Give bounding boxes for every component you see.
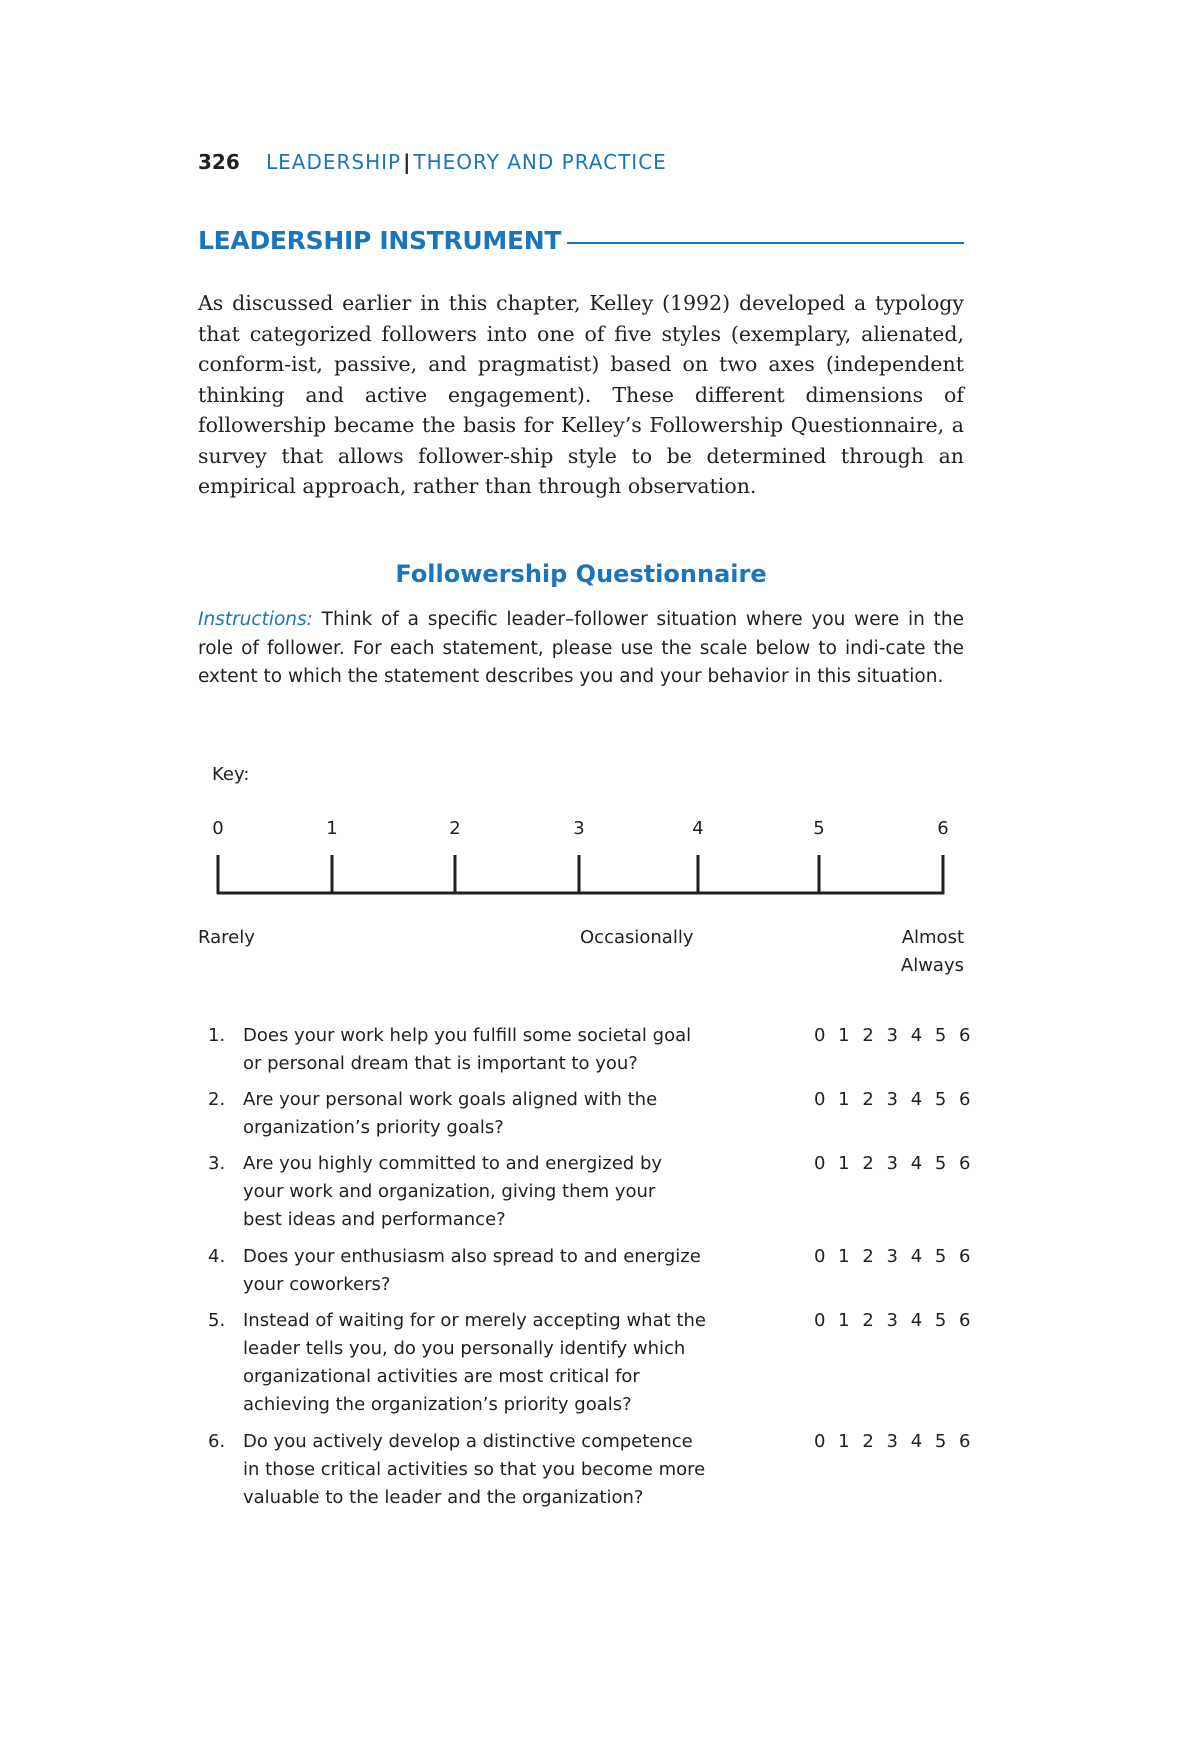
scale-number-1: 1: [326, 818, 338, 839]
instructions-label: Instructions:: [198, 609, 313, 630]
section-heading: [198, 226, 964, 255]
question-text: Instead of waiting for or merely accepting what the leader tells you, do you personally identify which organizational activities are most critical for achieving the organization’s priority goals?: [243, 1310, 706, 1415]
scale-anchor-always: Always: [900, 955, 964, 976]
rating-scale: 0 1 2 3 4 5 6: [814, 1310, 972, 1331]
instructions-text: Think of a specific leader–follower situation where you were in the role of follower. For each statement, please use the scale below to indi-cate the extent to which the statement describes you and your behavior in this situation.: [198, 609, 964, 687]
scale-number-0: 0: [212, 818, 224, 839]
scale-number-2: 2: [449, 818, 461, 839]
question-text: Do you actively develop a distinctive competence in those critical activities so that you become more valuable to the leader and the organization?: [243, 1431, 706, 1508]
section-heading-text: LEADERSHIP INSTRUMENT: [198, 226, 562, 255]
scale-number-5: 5: [813, 818, 825, 839]
question-text: Are you highly committed to and energized by your work and organization, giving them your best ideas and performance?: [243, 1153, 663, 1230]
running-title-left: LEADERSHIP: [266, 150, 402, 174]
question-number: 2.: [208, 1089, 226, 1110]
scale-number-6: 6: [937, 818, 949, 839]
question-number: 4.: [208, 1246, 226, 1267]
scale-number-3: 3: [573, 818, 585, 839]
rating-scale: 0 1 2 3 4 5 6: [814, 1431, 972, 1452]
rating-scale: 0 1 2 3 4 5 6: [814, 1089, 972, 1110]
running-title-right: THEORY AND PRACTICE: [413, 150, 667, 174]
key-label: Key:: [212, 764, 250, 785]
rating-scale: 0 1 2 3 4 5 6: [814, 1153, 972, 1174]
running-title-separator: |: [403, 150, 412, 174]
running-title: [266, 150, 667, 174]
section-heading-rule: [567, 242, 964, 244]
rating-scale: 0 1 2 3 4 5 6: [814, 1246, 972, 1267]
scale-anchor-rarely: Rarely: [198, 927, 255, 948]
question-number: 1.: [208, 1025, 226, 1046]
questionnaire-title: Followership Questionnaire: [395, 560, 767, 588]
question-number: 5.: [208, 1310, 226, 1331]
scale-anchor-almost: Almost: [901, 927, 964, 948]
instructions: [198, 606, 964, 692]
question-text: Does your work help you fulfill some societal goal or personal dream that is important to you?: [243, 1025, 692, 1074]
question-number: 6.: [208, 1431, 226, 1452]
scale-ruler: [210, 850, 950, 900]
question-number: 3.: [208, 1153, 226, 1174]
scale-number-4: 4: [692, 818, 704, 839]
intro-paragraph: As discussed earlier in this chapter, Kelley (1992) developed a typology that categorized followers into one of five styles (exemplary, alienated, conform-ist, passive, and pragmatist) based on two axes (independent thinking and active engagement). These different dimensions of followership became the basis for Kelley’s Followership Questionnaire, a survey that allows follower-ship style to be determined through an empirical approach, rather than through observation.: [198, 291, 964, 498]
page-number: 326: [198, 150, 240, 174]
question-text: Are your personal work goals aligned with the organization’s priority goals?: [243, 1089, 658, 1138]
question-text: Does your enthusiasm also spread to and energize your coworkers?: [243, 1246, 701, 1295]
scale-anchor-almost-always: [864, 924, 964, 980]
rating-scale: 0 1 2 3 4 5 6: [814, 1025, 972, 1046]
